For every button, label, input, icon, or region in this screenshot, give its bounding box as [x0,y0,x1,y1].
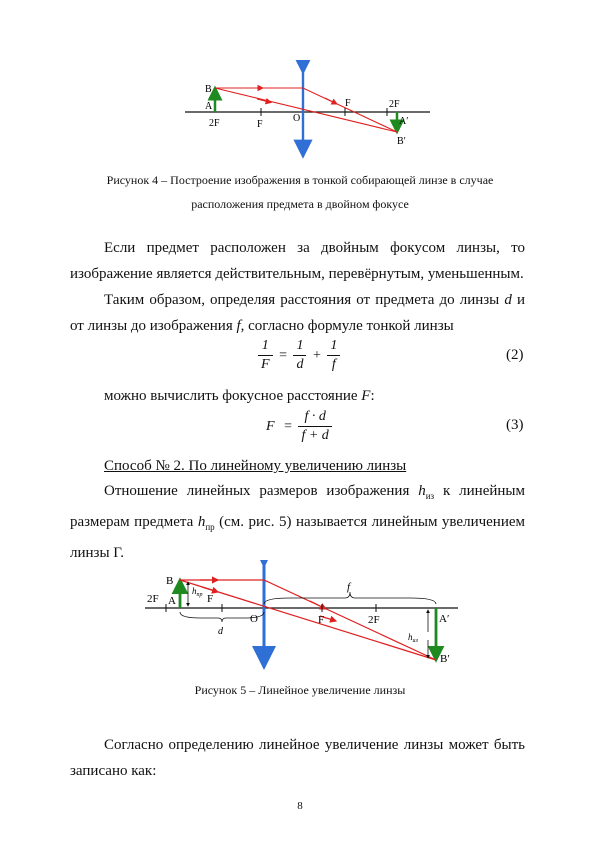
label-B-prime: B′ [440,653,450,665]
figure-5-lens-diagram [140,560,460,670]
paragraph: Таким образом, определяя расстояния от предмета до линзы d и от линзы до изображения f, согласно формуле тонкой линзы [70,292,525,334]
label-h-pr: $h_{пр}$ [192,586,203,598]
ray-center [180,580,436,660]
figure-5-caption: Рисунок 5 – Линейное увеличение линзы [194,683,406,697]
label-f: f [347,581,351,593]
label-F-left: F [207,593,214,605]
label-B-prime: B′ [397,136,406,147]
figure-4-caption [60,168,540,216]
caption-line: расположения предмета в двойном фокусе [191,197,409,211]
paragraph: можно вычислить фокусное расстояние F: [104,388,375,404]
page-number: 8 [297,800,303,812]
formula-2: $\frac{1}{F}$ = $\frac{1}{d}$ + $\frac{1}{f}$ [258,337,340,374]
label-h-iz: $h_{из}$ [408,632,418,644]
label-2F-right: 2F [389,99,400,110]
label-F-left: F [257,119,263,130]
ray-arrow-2 [202,587,218,592]
ray-center [215,88,397,132]
label-A-prime: A′ [439,613,450,625]
ray-arrow-3 [325,98,337,104]
f-brace [264,592,436,604]
section-heading: Способ № 2. По линейному увеличению линзы [104,458,407,474]
label-2F-left: 2F [147,593,159,605]
label-A-prime: A′ [399,116,409,127]
label-B: B [166,575,174,587]
label-2F-right: 2F [368,614,380,626]
label-A: A [205,101,213,112]
label-A: A [168,595,176,607]
label-d: d [218,626,223,637]
label-O: O [250,613,258,625]
paragraph: Если предмет расположен за двойным фокусом линзы, то изображение является действительным, перевёрнутым, уменьшенным. [70,240,525,282]
paragraph: Согласно определению линейное увеличение линзы может быть записано как: [70,737,525,779]
label-B: B [205,84,212,95]
equation-number: (3) [506,417,524,433]
caption-line: Рисунок 4 – Построение изображения в тонкой собирающей линзе в случае [106,173,494,187]
formula-3: F = $\frac{f \cdot d}{f + d}$ [263,408,332,445]
label-O: O [293,113,301,124]
equation-number: (2) [506,347,524,363]
paragraph: Отношение линейных размеров изображения $h_{из}$ к линейным размерам предмета $h_{пр}$ (см. рис. 5) называется линейным увеличением линзы Г. [70,483,526,561]
label-F-right: F [345,98,351,109]
figure-4-lens-diagram [175,60,435,160]
label-F-right: F [318,614,325,626]
label-2F-left: 2F [209,118,220,129]
